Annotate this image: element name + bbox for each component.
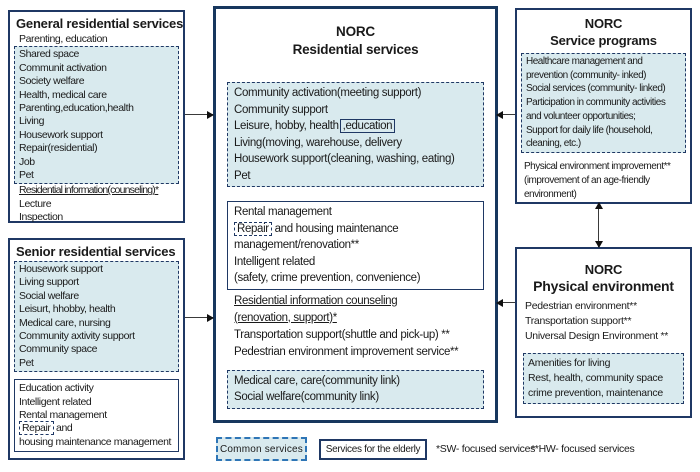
- renovation-support-line: (renovation, support)*: [234, 311, 337, 324]
- list-item: Housework support: [19, 263, 103, 275]
- arrowhead-left-icon: [496, 111, 503, 119]
- list-item: Community activation(meeting support): [234, 87, 422, 99]
- senior-box-title: Senior residential services: [16, 244, 176, 259]
- general-box-title: General residential services: [16, 16, 184, 31]
- list-item: prevention (community- inked): [526, 69, 646, 81]
- senior-repair-line: [19, 422, 174, 435]
- repair-dashed-box: Repair: [19, 421, 54, 435]
- general-common-services-area: [14, 46, 179, 184]
- list-item: Intelligent related: [19, 395, 92, 408]
- arrow-service-programs-physical-env: [594, 203, 603, 247]
- legend-services-for-elderly: [319, 439, 427, 460]
- center-elderly-items-after: [234, 237, 477, 287]
- legend-common-services: [216, 437, 307, 461]
- senior-elderly-services-area: [14, 379, 179, 452]
- legend-elderly-label: Services for the elderly: [325, 444, 421, 455]
- transportation-support-line: Transportation support(shuttle and pick-up) **: [234, 328, 450, 341]
- list-item: Lecture: [19, 197, 52, 210]
- center-title-line1: NORC: [336, 24, 375, 39]
- list-item: (safety, crime prevention, convenience): [234, 272, 421, 284]
- list-item: Support for daily life (household,: [526, 124, 653, 136]
- list-item: Intelligent related: [234, 255, 315, 268]
- list-item: Society welfare: [19, 75, 85, 88]
- list-item: Living support: [19, 276, 79, 289]
- svc-bottom-note: [521, 160, 686, 202]
- arrow-service-programs-to-center: [497, 110, 515, 119]
- list-item: Community space: [19, 343, 98, 356]
- list-item: Healthcare management and: [526, 56, 643, 67]
- list-item: Leisurt, hhobby, health: [19, 303, 116, 316]
- general-underlined-item: Residential information(counseling)*: [19, 184, 159, 197]
- list-item: and volunteer opportunities;: [526, 110, 636, 122]
- phys-items: [523, 299, 684, 344]
- list-item: Housework support: [19, 128, 103, 141]
- list-item: Physical environment improvement**: [524, 160, 671, 172]
- phys-title-line2: Physical environment: [533, 278, 674, 294]
- arrow-general-to-center: [185, 110, 213, 119]
- senior-common-services-area: [14, 261, 179, 372]
- list-item: environment): [524, 188, 577, 200]
- repair-dashed-box: Repair: [234, 222, 272, 236]
- list-item: Participation in community activities: [526, 97, 666, 109]
- list-item: Universal Design Environment **: [525, 330, 669, 342]
- list-item: Community axtivity support: [19, 330, 135, 343]
- center-after-lines: [227, 293, 484, 361]
- list-item: Repair(residential): [19, 142, 98, 155]
- norc-physical-environment-box: [515, 247, 692, 418]
- norc-residential-services-box: [213, 6, 498, 423]
- list-item: Pet: [19, 169, 34, 182]
- senior-elderly-items: [19, 382, 174, 422]
- list-item: Education activity: [19, 382, 94, 395]
- list-item: management/renovation**: [234, 239, 359, 251]
- list-item: Shared space: [19, 48, 79, 61]
- list-item: Living: [19, 115, 45, 128]
- repair-line-rest: and housing maintenance: [271, 222, 399, 235]
- list-item: Parenting,education,health: [19, 102, 134, 115]
- general-residential-services-box: [8, 10, 185, 223]
- general-top-item: Parenting, education: [19, 33, 108, 45]
- svc-common-services-area: [521, 53, 686, 153]
- senior-residential-services-box: [8, 238, 185, 460]
- repair-line-rest: and: [53, 422, 73, 435]
- list-item: Medical care, nursing: [19, 316, 111, 329]
- center-rental-item: Rental management: [234, 206, 332, 218]
- phys-common-services-area: [523, 353, 684, 404]
- list-item: Pedestrian environment**: [525, 300, 637, 312]
- svc-title-line2: Service programs: [550, 33, 657, 48]
- center-title-line2: Residential services: [292, 42, 419, 57]
- list-item: Social services (community- linked): [526, 83, 666, 95]
- list-item: Communit activation: [19, 61, 107, 74]
- list-item: cleaning, etc.): [526, 138, 581, 150]
- list-item: Community support: [234, 103, 328, 116]
- residential-counseling-line: Residential information counseling: [234, 294, 398, 307]
- arrowhead-right-icon: [207, 111, 214, 119]
- arrowhead-up-icon: [595, 202, 603, 209]
- center-elderly-services-area: [227, 201, 484, 290]
- phys-title-line1: NORC: [584, 262, 623, 277]
- leisure-line: [234, 118, 477, 135]
- center-common-top-items-after: [234, 135, 477, 185]
- list-item: Medical care, care(community link): [234, 374, 400, 387]
- center-repair-line: [234, 221, 477, 238]
- list-item: Housework support(cleaning, washing, eating): [234, 153, 455, 165]
- center-common-services-area-top: [227, 82, 484, 187]
- general-bottom-items: [14, 198, 179, 225]
- pedestrian-improvement-line: Pedestrian environment improvement service**: [234, 345, 459, 358]
- legend-common-label: Common services: [219, 443, 304, 455]
- list-item: Amenities for living: [528, 357, 611, 369]
- sw-focused-note: *SW- focused services: [436, 443, 536, 455]
- arrow-senior-to-center: [185, 313, 213, 322]
- center-common-top-items: [234, 85, 477, 118]
- list-item: Job: [19, 155, 35, 168]
- hw-focused-note: **HW- focused services: [531, 443, 635, 455]
- list-item: Pet: [234, 169, 251, 182]
- list-item: Inspection: [19, 211, 63, 224]
- list-item: Pet: [19, 356, 34, 369]
- list-item: Health, medical care: [19, 88, 107, 101]
- list-item: Rental management: [19, 409, 107, 422]
- center-title: [227, 23, 484, 59]
- arrowhead-down-icon: [595, 241, 603, 248]
- list-item: (improvement of an age-friendly: [524, 174, 650, 186]
- norc-service-programs-box: [515, 8, 692, 204]
- list-item: Rest, health, community space: [528, 372, 663, 384]
- arrow-physical-env-to-center: [497, 298, 515, 307]
- senior-elderly-last-item: housing maintenance management: [19, 435, 172, 448]
- arrowhead-left-icon: [496, 299, 503, 307]
- list-item: Transportation support**: [525, 315, 632, 327]
- list-item: Social welfare: [19, 289, 79, 302]
- education-outline-box: ,education: [340, 119, 396, 133]
- arrowhead-right-icon: [207, 314, 214, 322]
- list-item: Living(moving, warehouse, delivery: [234, 136, 402, 149]
- list-item: Social welfare(community link): [234, 391, 379, 403]
- leisure-prefix: Leisure, hobby, health: [234, 120, 339, 132]
- center-common-services-area-bottom: [227, 370, 484, 409]
- list-item: crime prevention, maintenance: [528, 387, 663, 399]
- svc-title-line1: NORC: [584, 16, 623, 31]
